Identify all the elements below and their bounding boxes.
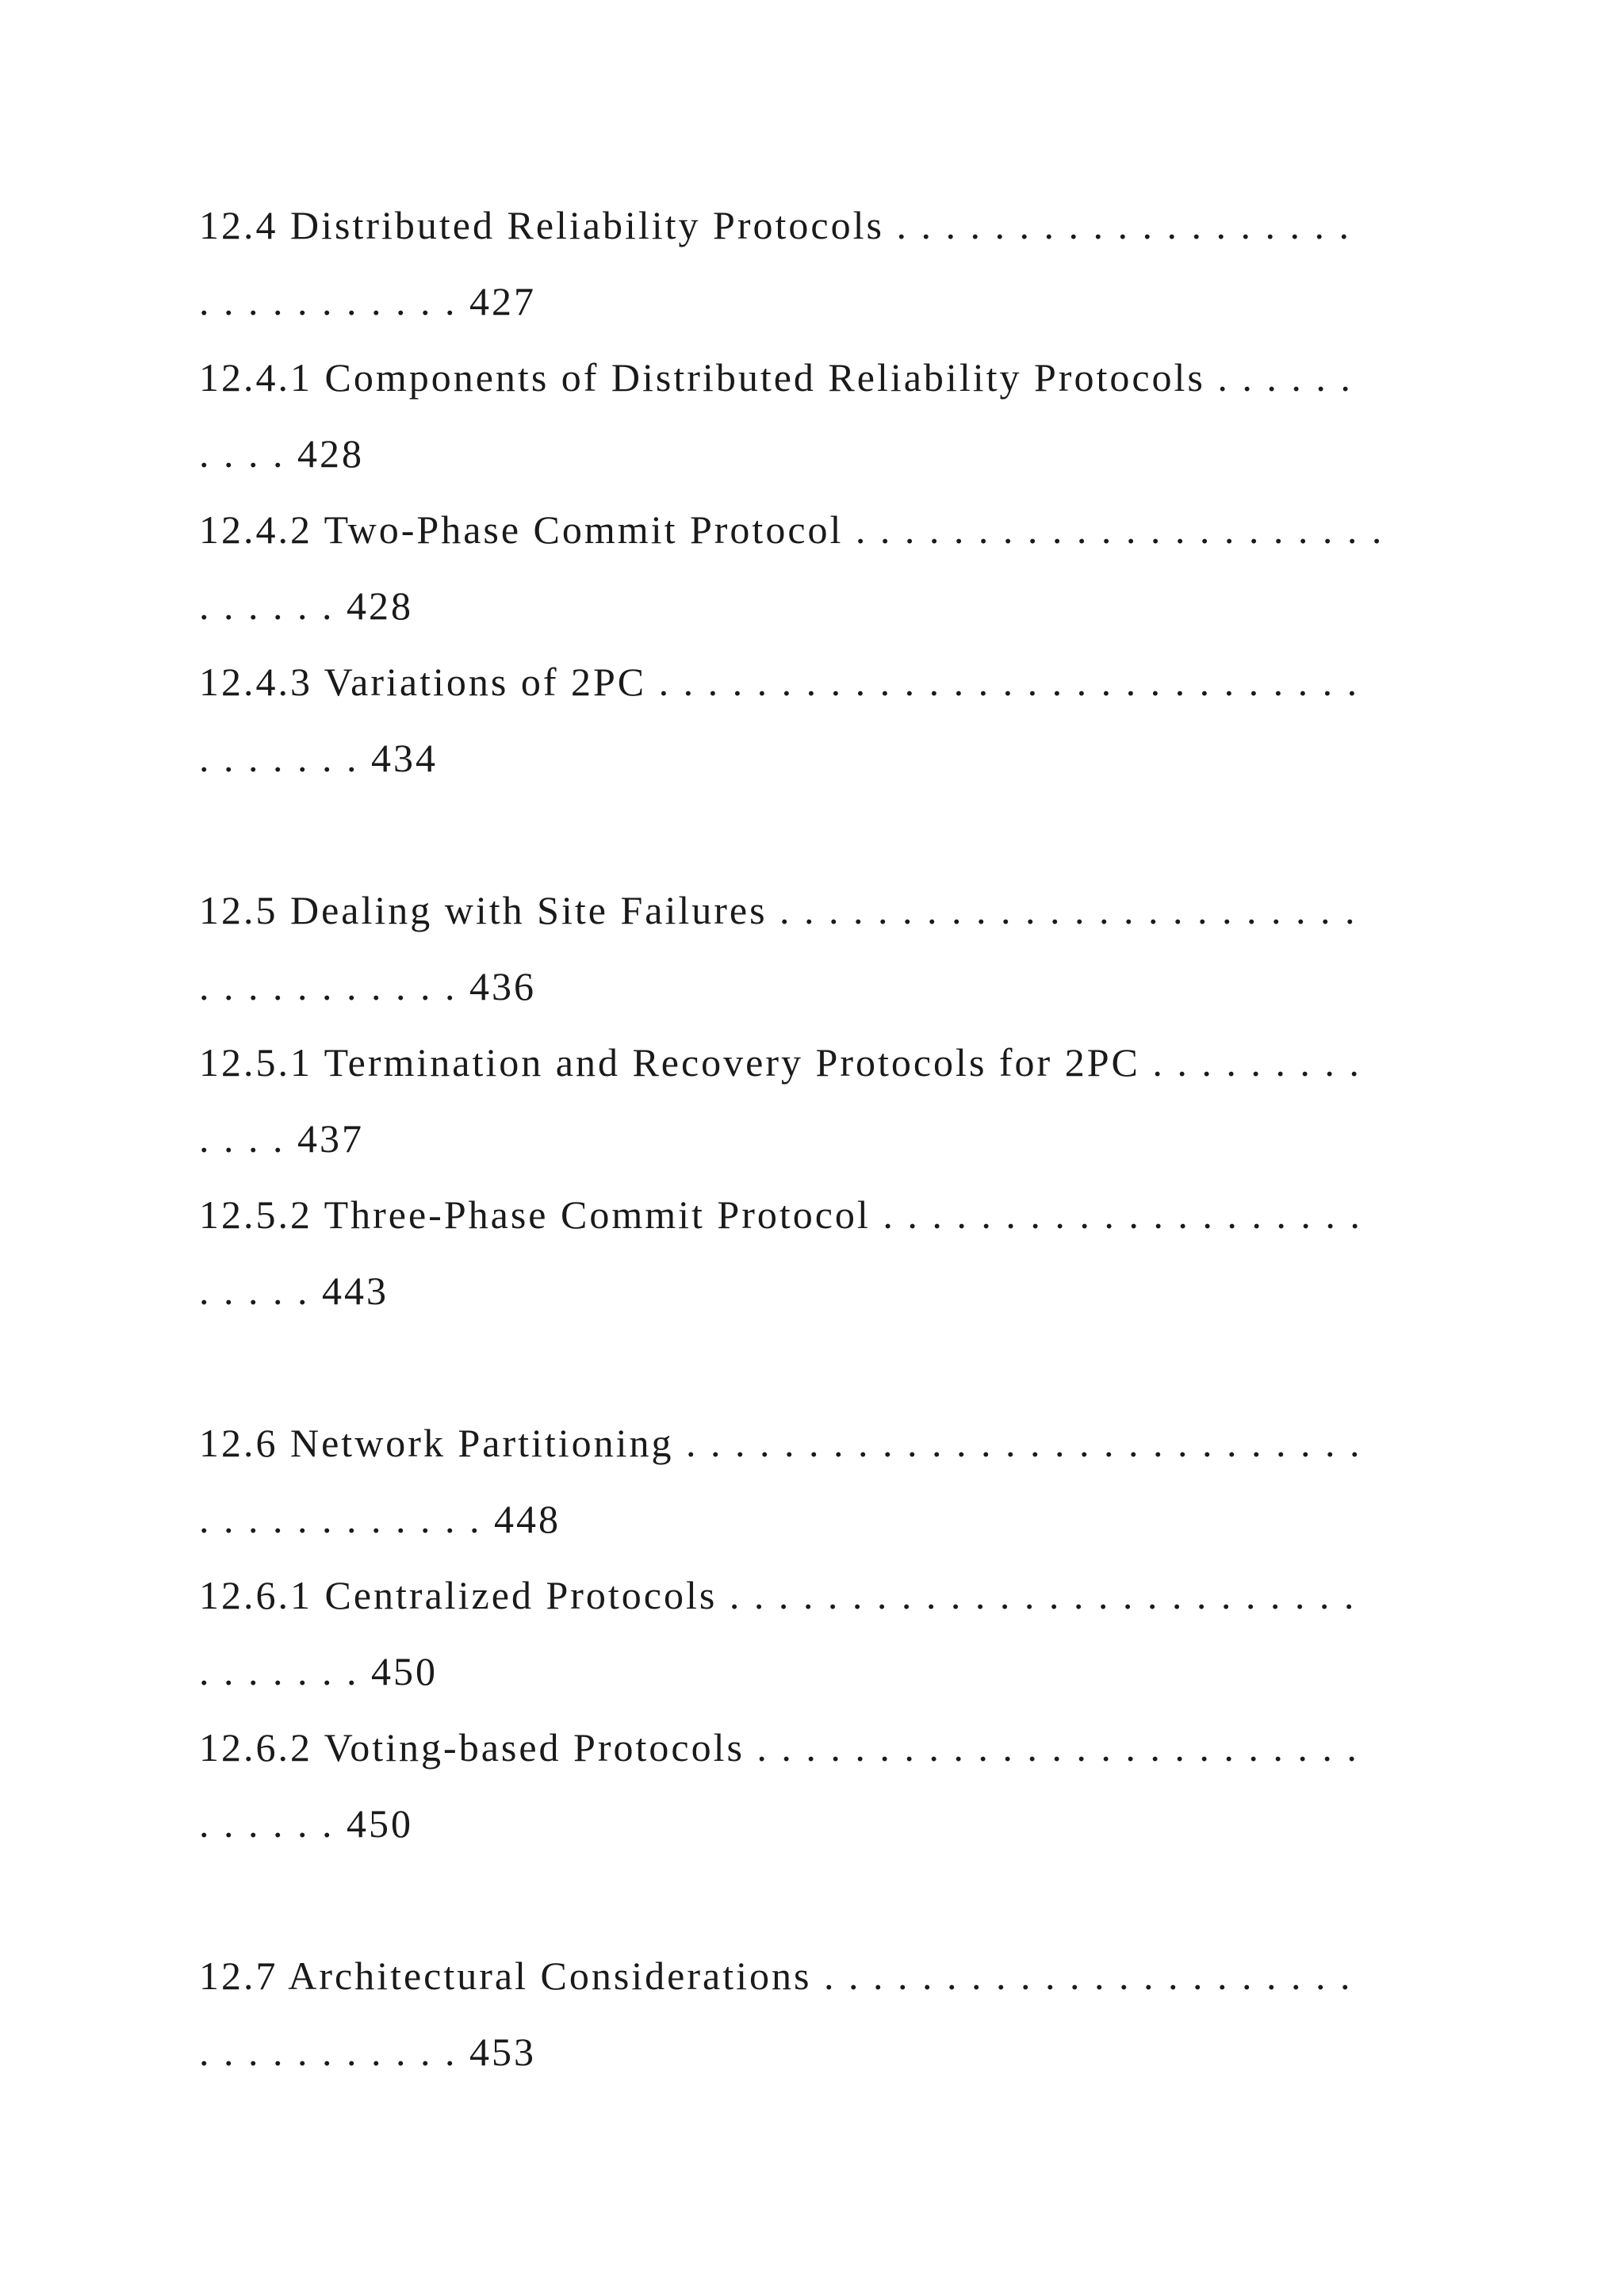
toc-entry-12-6-2[interactable] [199,1709,1436,1862]
section-spacer [199,1329,1436,1405]
toc-entry-page-line: . . . . . . 428 [199,584,413,628]
toc-entry-page-line: . . . . . . . 434 [199,736,438,780]
toc-entry-page-line: . . . . . . . . . . . 453 [199,2030,536,2074]
toc-entry-page-line: . . . . . . 450 [199,1801,413,1846]
toc-entry-page-line: . . . . . 443 [199,1269,389,1313]
toc-entry-title-line: 12.6.2 Voting-based Protocols . . . . . . . . . . . . . . . . . . . . . . . . . [199,1725,1359,1770]
toc-entry-title-line: 12.4.1 Components of Distributed Reliability Protocols . . . . . . [199,355,1353,400]
section-spacer [199,796,1436,872]
toc-entry-page-line: . . . . . . . . . . . 427 [199,279,536,323]
toc-entry-12-4-1[interactable] [199,339,1436,492]
toc-entry-12-7[interactable] [199,1938,1436,2090]
toc-entry-12-5[interactable] [199,872,1436,1024]
toc-entry-title-line: 12.4.2 Two-Phase Commit Protocol . . . . . . . . . . . . . . . . . . . . . . [199,507,1385,552]
toc-entry-12-4[interactable] [199,187,1436,339]
toc-entry-title-line: 12.4 Distributed Reliability Protocols . . . . . . . . . . . . . . . . . . . [199,203,1351,247]
toc-entry-title-line: 12.4.3 Variations of 2PC . . . . . . . . . . . . . . . . . . . . . . . . . . . . . [199,660,1360,704]
toc-entry-12-6-1[interactable] [199,1557,1436,1709]
toc-entry-12-4-3[interactable] [199,644,1436,796]
toc-entry-title-line: 12.7 Architectural Considerations . . . . . . . . . . . . . . . . . . . . . . [199,1954,1353,1998]
toc-entry-page-line: . . . . . . . 450 [199,1649,438,1693]
toc-entry-page-line: . . . . 428 [199,431,364,476]
toc-entry-title-line: 12.6 Network Partitioning . . . . . . . . . . . . . . . . . . . . . . . . . . . . [199,1421,1362,1465]
toc-entry-title-line: 12.6.1 Centralized Protocols . . . . . . . . . . . . . . . . . . . . . . . . . . [199,1573,1357,1617]
toc-entry-title-line: 12.5.1 Termination and Recovery Protocols for 2PC . . . . . . . . . [199,1040,1362,1085]
toc-entry-page-line: . . . . . . . . . . . 436 [199,964,536,1008]
section-spacer [199,1862,1436,1938]
toc-entry-title-line: 12.5.2 Three-Phase Commit Protocol . . . . . . . . . . . . . . . . . . . . [199,1192,1362,1237]
toc-entry-title-line: 12.5 Dealing with Site Failures . . . . . . . . . . . . . . . . . . . . . . . . [199,888,1358,932]
toc-entry-12-4-2[interactable] [199,492,1436,644]
toc-entry-12-5-1[interactable] [199,1024,1436,1177]
toc-entry-page-line: . . . . . . . . . . . . 448 [199,1497,561,1541]
toc-entry-page-line: . . . . 437 [199,1116,364,1161]
toc-entry-12-5-2[interactable] [199,1177,1436,1329]
toc-entry-12-6[interactable] [199,1405,1436,1557]
table-of-contents [199,187,1436,2090]
